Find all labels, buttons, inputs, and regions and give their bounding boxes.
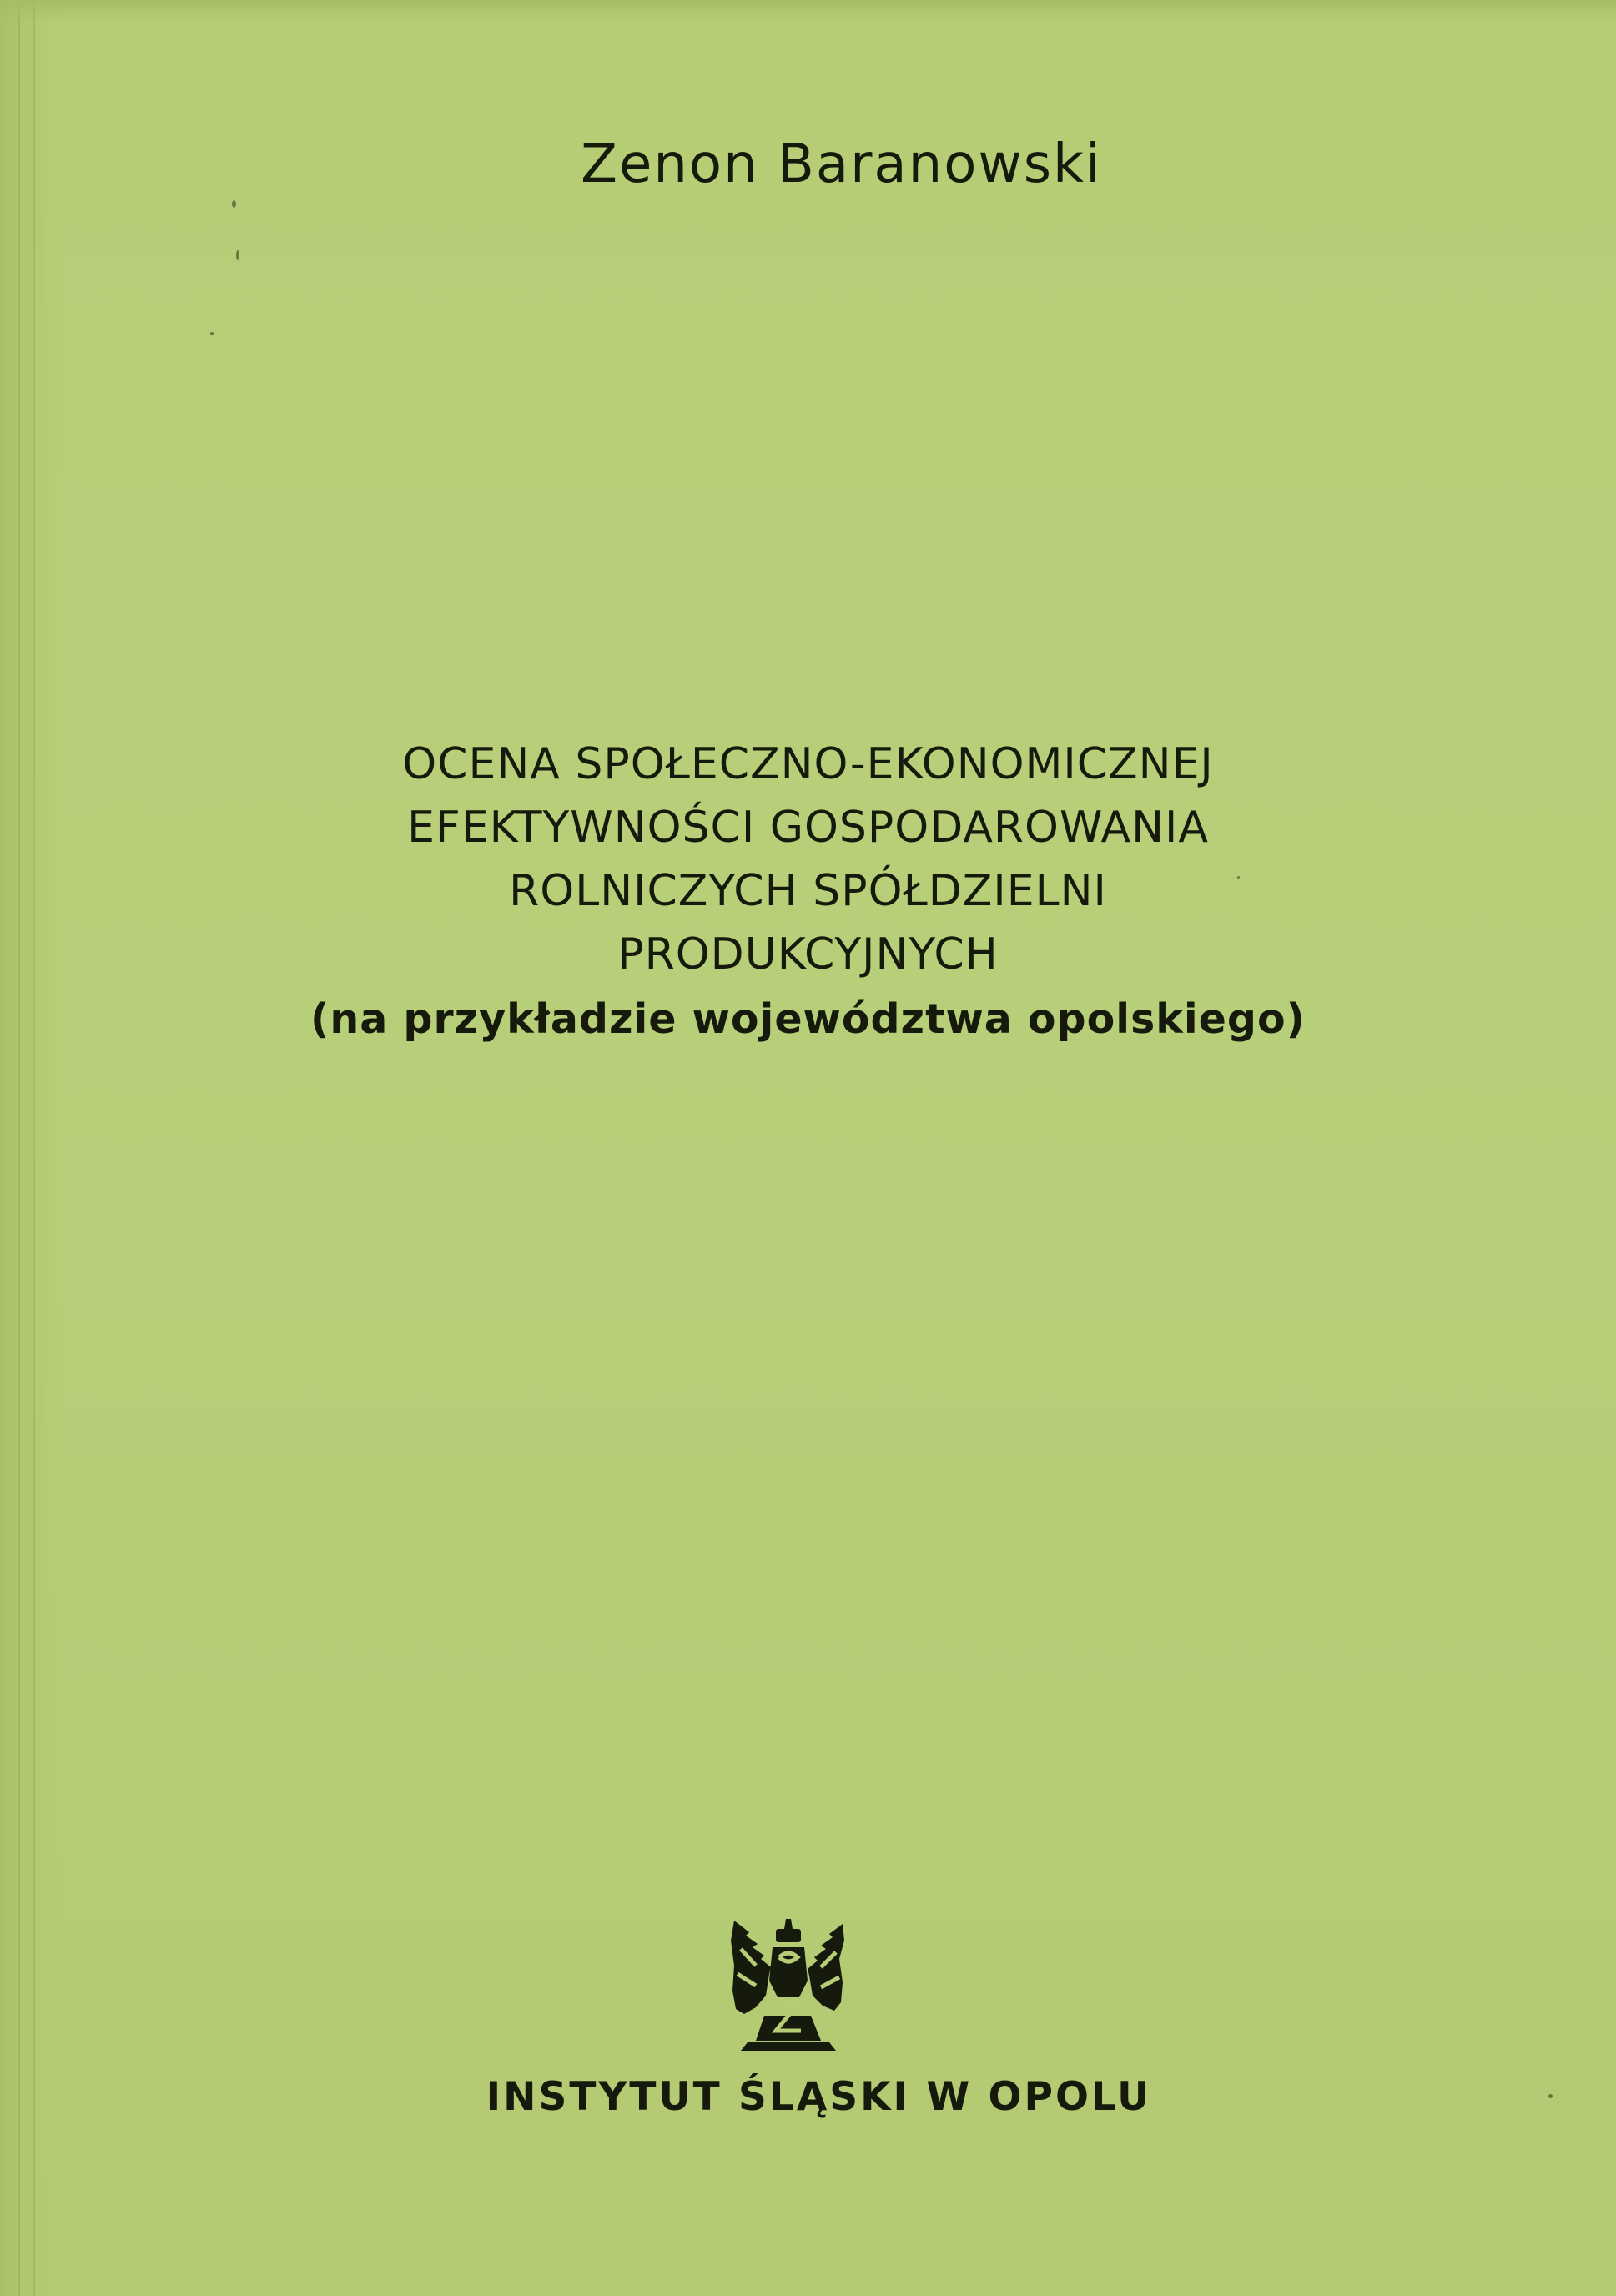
scan-speck <box>1548 2094 1553 2098</box>
scan-speck <box>210 332 214 335</box>
title-line: PRODUKCYJNYCH <box>617 929 999 979</box>
author-name: Zenon Baranowski <box>581 133 1102 195</box>
book-title <box>0 733 1616 1053</box>
title-line: EFEKTYWNOŚCI GOSPODAROWANIA <box>407 803 1209 853</box>
spine-fold-line <box>33 0 35 2296</box>
book-subtitle: (na przykładzie województwa opolskiego) <box>310 995 1306 1043</box>
publisher-logo-icon <box>727 1916 849 2056</box>
publisher-name: INSTYTUT ŚLĄSKI W OPOLU <box>486 2074 1152 2120</box>
spine-fold-line <box>18 0 20 2296</box>
scan-speck <box>232 200 236 208</box>
title-line: ROLNICZYCH SPÓŁDZIELNI <box>509 866 1107 916</box>
title-line: OCENA SPOŁECZNO-EKONOMICZNEJ <box>402 739 1214 789</box>
scan-speck <box>236 250 239 260</box>
scan-speck <box>1237 876 1240 879</box>
